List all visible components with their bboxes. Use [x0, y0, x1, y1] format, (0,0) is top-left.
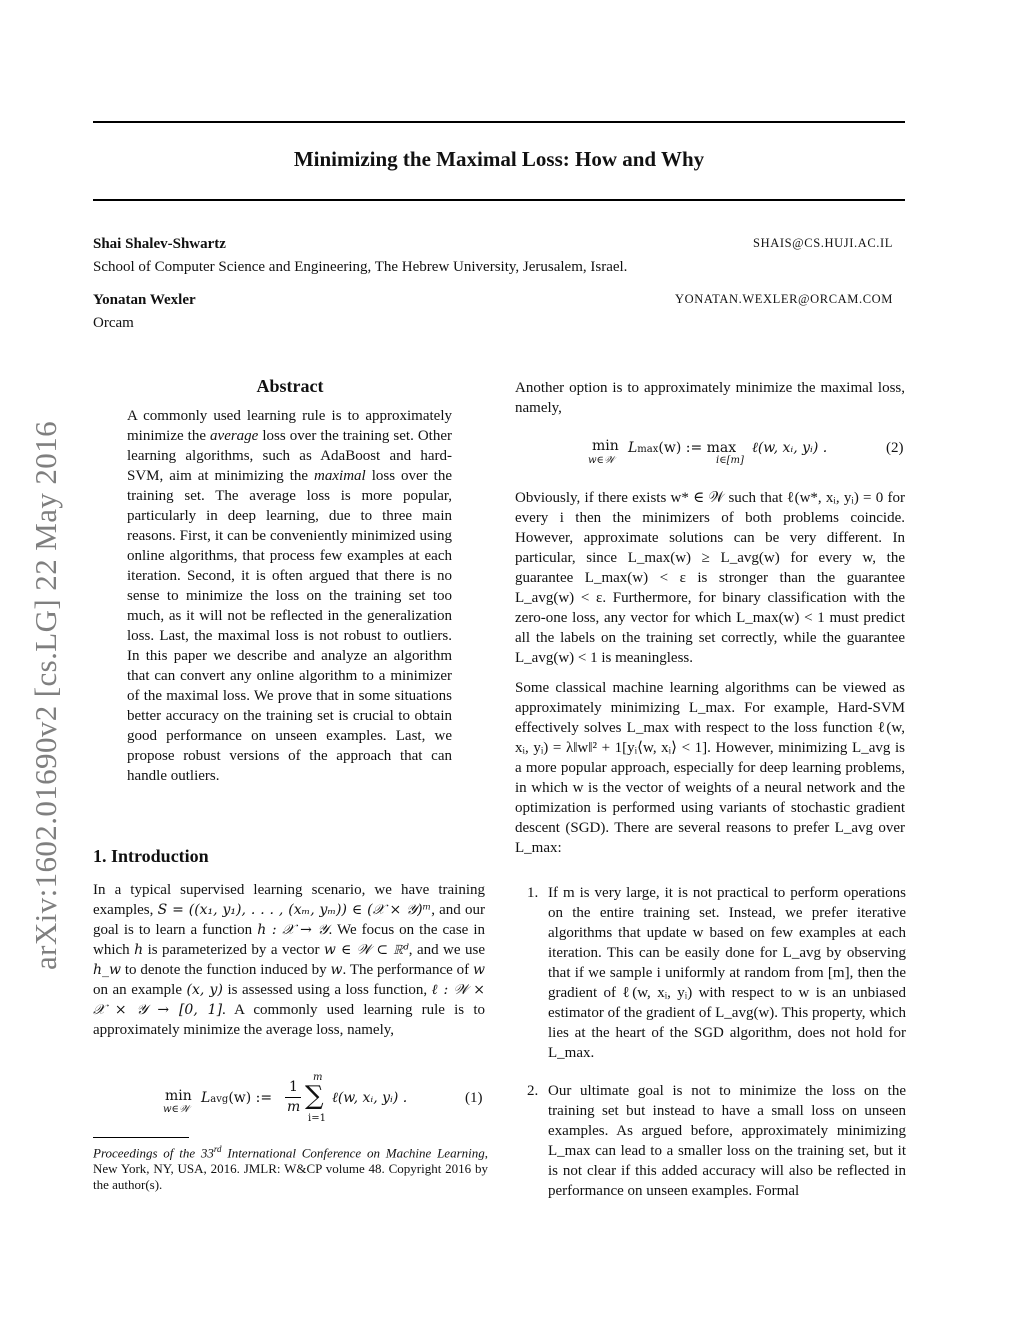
author-1-name: Shai Shalev-Shwartz [93, 236, 226, 252]
footnote: Proceedings of the 33rd International Conference on Machine Learning, New York, NY, USA, 2016. JMLR: W&CP volume 48. Copyright 2016 by the author(s). [93, 1144, 488, 1193]
arxiv-stamp: arXiv:1602.01690v2 [cs.LG] 22 May 2016 [28, 420, 63, 970]
introduction-heading: 1. Introduction [93, 846, 209, 866]
author-1-affiliation: School of Computer Science and Engineering, The Hebrew University, Jerusalem, Israel. [93, 259, 628, 275]
title-top-rule [93, 121, 905, 123]
author-1 [93, 235, 893, 253]
author-2-name: Yonatan Wexler [93, 292, 196, 308]
right-paragraph-intro: Another option is to approximately minimize the maximal loss, namely, [515, 380, 905, 416]
author-2-email: YONATAN.WEXLER@ORCAM.COM [675, 292, 893, 306]
abstract-heading: Abstract [256, 376, 324, 396]
author-2 [93, 291, 893, 309]
paper-title: Minimizing the Maximal Loss: How and Why [293, 147, 705, 171]
author-1-email: SHAIS@CS.HUJI.AC.IL [753, 236, 893, 250]
title-bottom-rule [93, 199, 905, 201]
right-paragraph-1: Obviously, if there exists w* ∈ 𝒲 such that ℓ(w*, xᵢ, yᵢ) = 0 for every i then the minimizers of both problems coincide. However, approximate solutions can be very different. In particular, since L_max(w) ≥ L_avg(w) for every w, the guarantee L_max(w) < ε is stronger than the guarantee L_avg(w) < ε. Furthermore, for binary classification with the zero-one loss, any vector for which L_max(w) < 1 must predict all the labels on the training set correctly, while the guarantee L_avg(w) < 1 is meaningless. [515, 490, 905, 666]
author-2-affiliation: Orcam [93, 315, 134, 331]
introduction-paragraph: In a typical supervised learning scenario, we have training examples, S = ((x₁, y₁), . . . , (xₘ, yₘ)) ∈ (𝒳 × 𝒴)ᵐ, and our goal is to learn a function h : 𝒳 → 𝒴. We focus on the case in which h is parameterized by a vector w ∈ 𝒲 ⊂ ℝᵈ, and we use h_w to denote the function induced by w. The performance of w on an example (x, y) is assessed using a loss function, ℓ : 𝒲 × 𝒳 × 𝒴 → [0, 1]. A commonly used learning rule is to approximately minimize the average loss, namely, [93, 882, 486, 1038]
right-paragraph-2: Some classical machine learning algorithms can be viewed as approximately minimizing L_max. For example, Hard-SVM effectively solves L_max with respect to the loss function ℓ(w, xᵢ, yᵢ) = λ‖w‖² + 1[yᵢ⟨w, xᵢ⟩ < 1]. However, minimizing L_avg is a more popular approach, especially for deep learning problems, in which w is the vector of weights of a neural network and the optimization is performed using variants of stochastic gradient descent (SGD). There are several reasons to prefer L_avg over L_max: [515, 680, 905, 856]
footnote-rule [93, 1137, 189, 1138]
abstract-text: A commonly used learning rule is to approximately minimize the average loss over the training set. Other learning algorithms, such as AdaBoost and hard-SVM, aim at minimizing the maximal loss over the training set. The average loss is more popular, particularly in deep learning, due to three main reasons. First, it can be conveniently minimized using online algorithms, that process few examples at each iteration. Second, it is often argued that there is no sense to minimize the loss on the training set too much, as it will not be reflected in the generalization loss. Last, the maximal loss is not robust to outliers. In this paper we describe and analyze an algorithm that can convert any online algorithm to a minimizer of the maximal loss. We prove that in some situations better accuracy on the training set is crucial to obtain good performance on unseen examples. Last, we propose robust versions of the approach that can handle outliers. [127, 408, 453, 784]
